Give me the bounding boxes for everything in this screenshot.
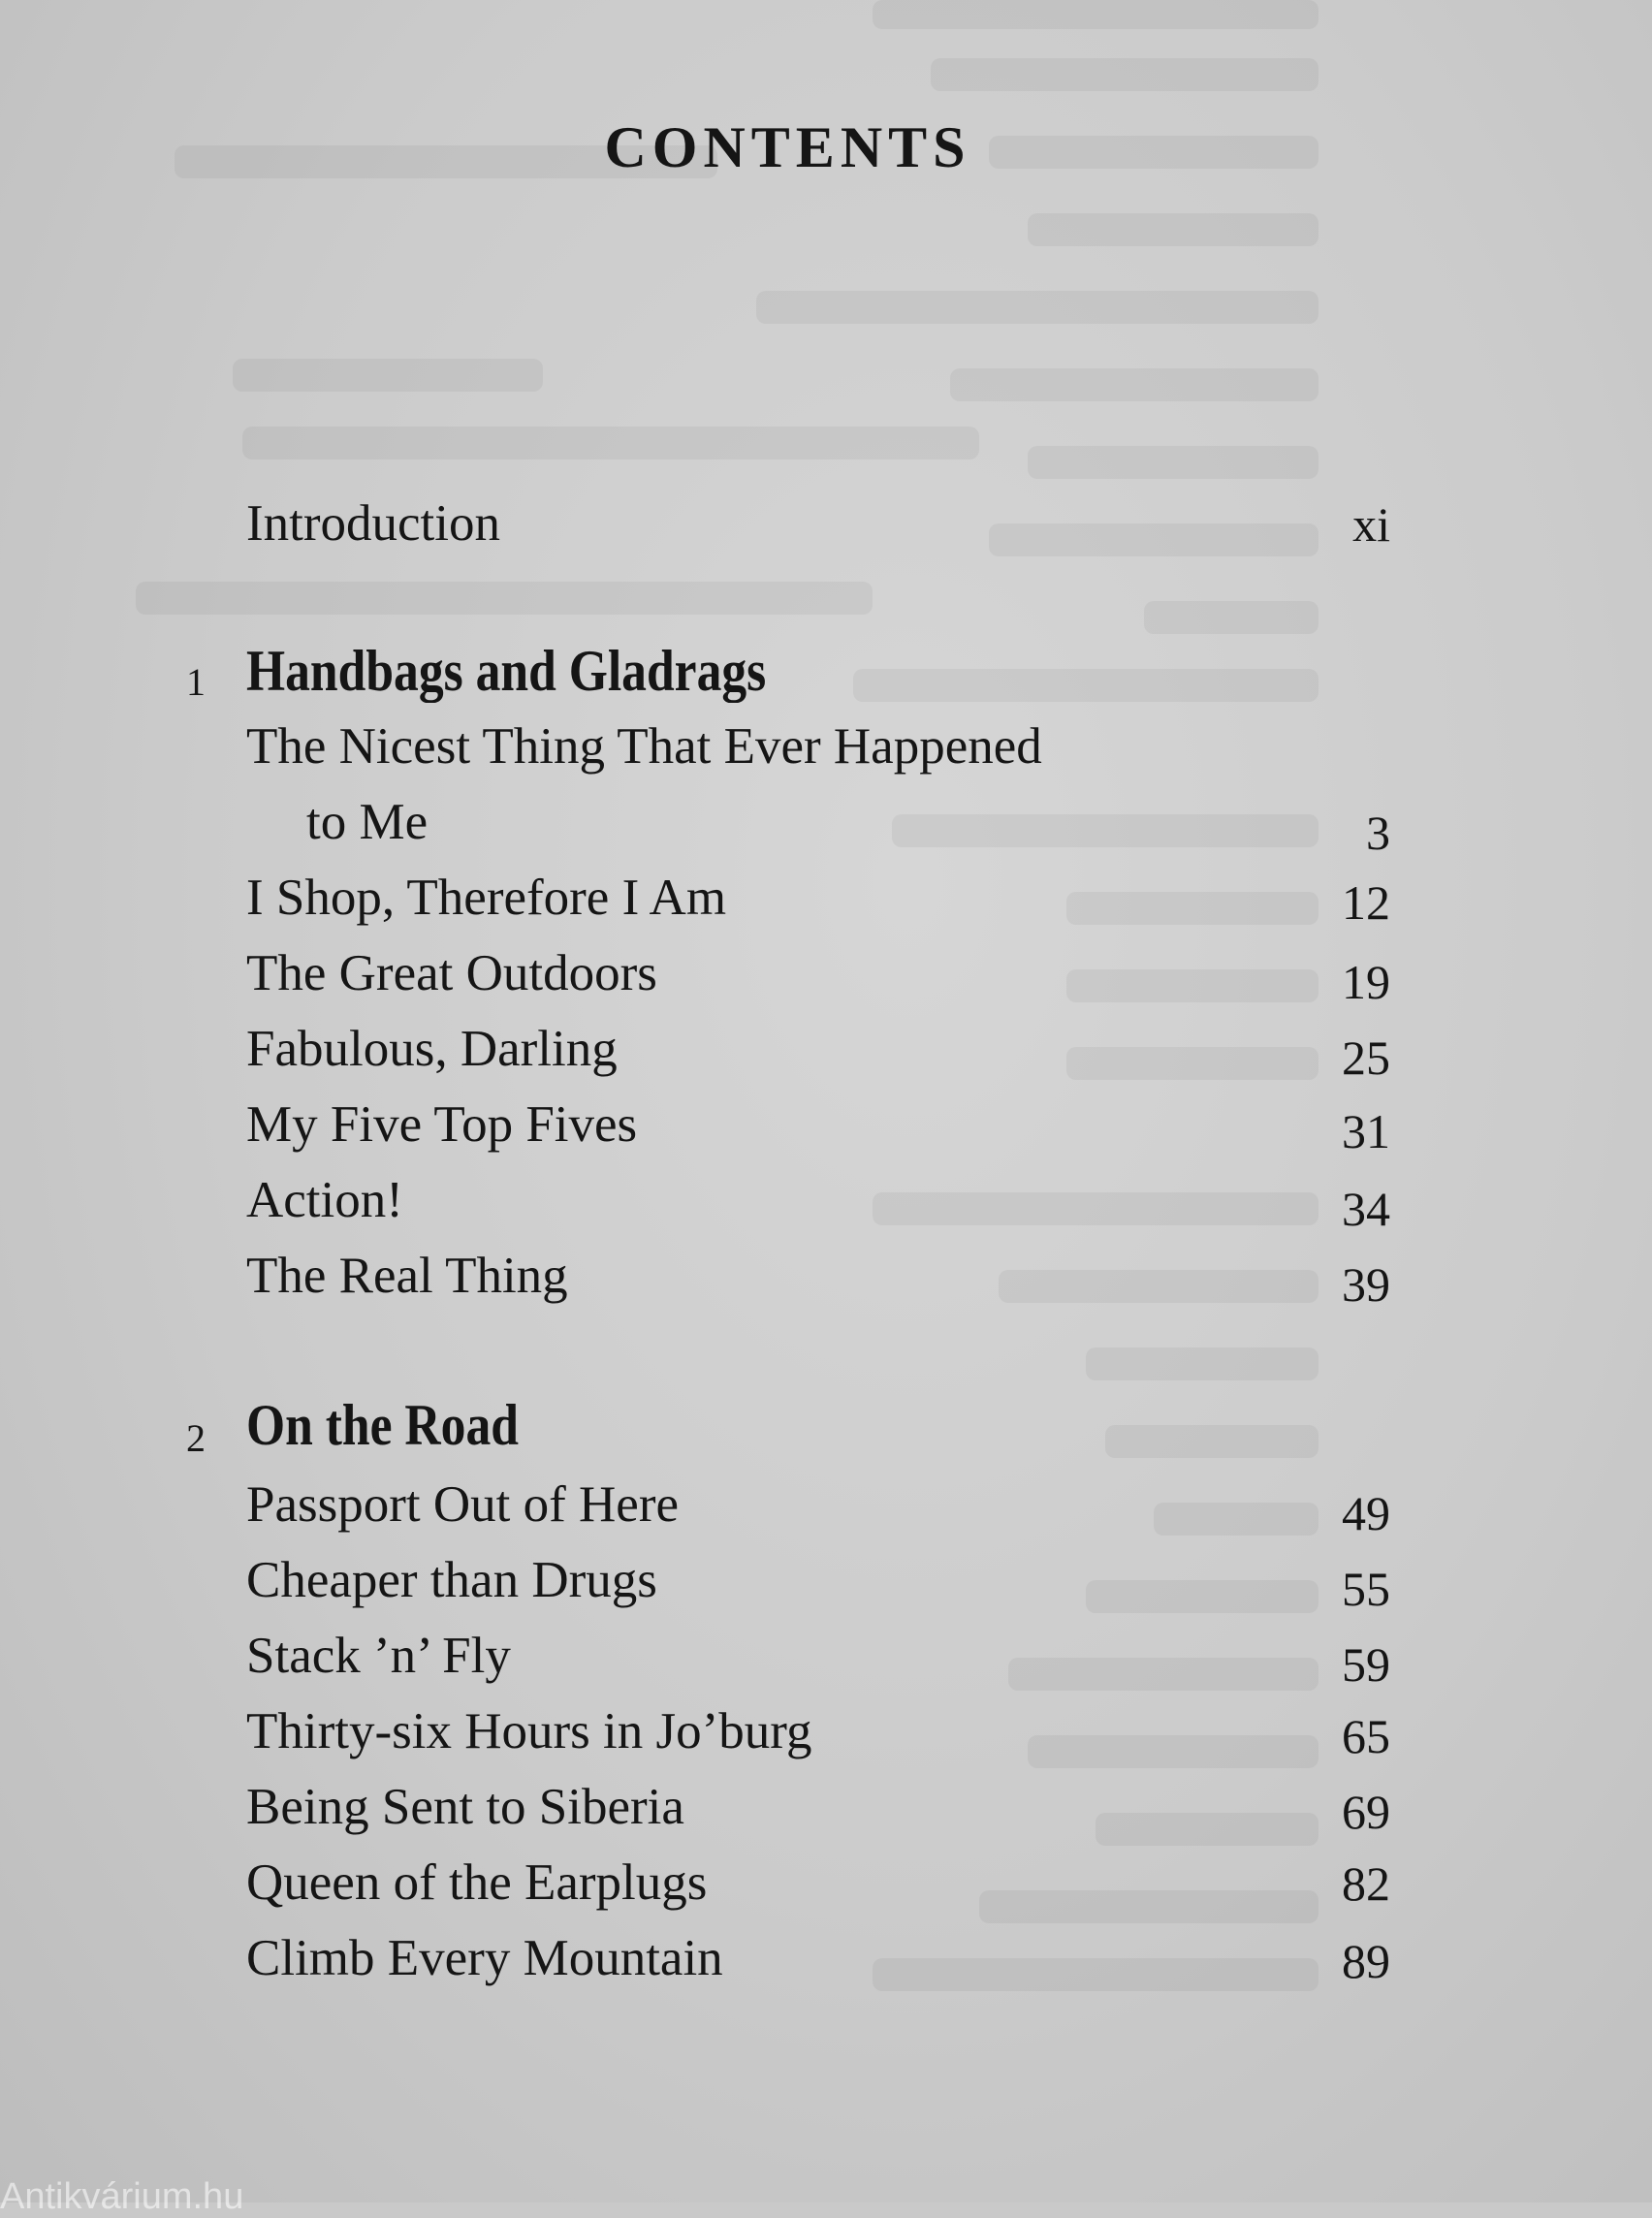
toc-entry: Action!	[246, 1172, 403, 1228]
toc-page-number: 55	[1342, 1562, 1390, 1616]
part-title: On the Road	[246, 1393, 519, 1457]
toc-page-number: 59	[1342, 1637, 1390, 1692]
toc-entry: The Great Outdoors	[246, 945, 657, 1001]
toc-page-number: 31	[1342, 1104, 1390, 1158]
toc-page-number: 65	[1342, 1709, 1390, 1763]
toc-page-number: 82	[1342, 1856, 1390, 1911]
toc-entry-introduction: Introduction	[246, 495, 500, 552]
toc-entry: Fabulous, Darling	[246, 1021, 618, 1077]
toc-page-number: 25	[1342, 1030, 1390, 1085]
toc-page-number: 39	[1342, 1257, 1390, 1312]
toc-entry: Being Sent to Siberia	[246, 1779, 684, 1835]
page-title: CONTENTS	[604, 115, 971, 179]
toc-entry: Cheaper than Drugs	[246, 1552, 657, 1608]
toc-page-number: 19	[1342, 955, 1390, 1009]
toc-page-number: 69	[1342, 1785, 1390, 1839]
toc-page-number: 3	[1366, 806, 1390, 860]
toc-entry: Thirty-six Hours in Jo’burg	[246, 1703, 812, 1759]
part-title: Handbags and Gladrags	[246, 639, 767, 703]
toc-page-number: 34	[1342, 1182, 1390, 1236]
toc-entry: Stack ’n’ Fly	[246, 1628, 511, 1684]
toc-entry-continuation: to Me	[306, 794, 429, 850]
toc-page-introduction: xi	[1352, 497, 1390, 552]
part-number: 2	[186, 1416, 206, 1460]
toc-page-number: 12	[1342, 875, 1390, 930]
toc-page-number: 49	[1342, 1486, 1390, 1540]
toc-entry: The Real Thing	[246, 1248, 568, 1304]
toc-page-number: 89	[1342, 1934, 1390, 1988]
part-number: 1	[186, 660, 206, 704]
toc-entry: Passport Out of Here	[246, 1476, 679, 1533]
watermark: Antikvárium.hu	[0, 2176, 244, 2217]
toc-entry: The Nicest Thing That Ever Happened	[246, 718, 1042, 775]
toc-entry: Climb Every Mountain	[246, 1930, 723, 1986]
toc-entry: My Five Top Fives	[246, 1096, 638, 1153]
toc-entry: I Shop, Therefore I Am	[246, 870, 727, 926]
toc-entry: Queen of the Earplugs	[246, 1854, 708, 1911]
